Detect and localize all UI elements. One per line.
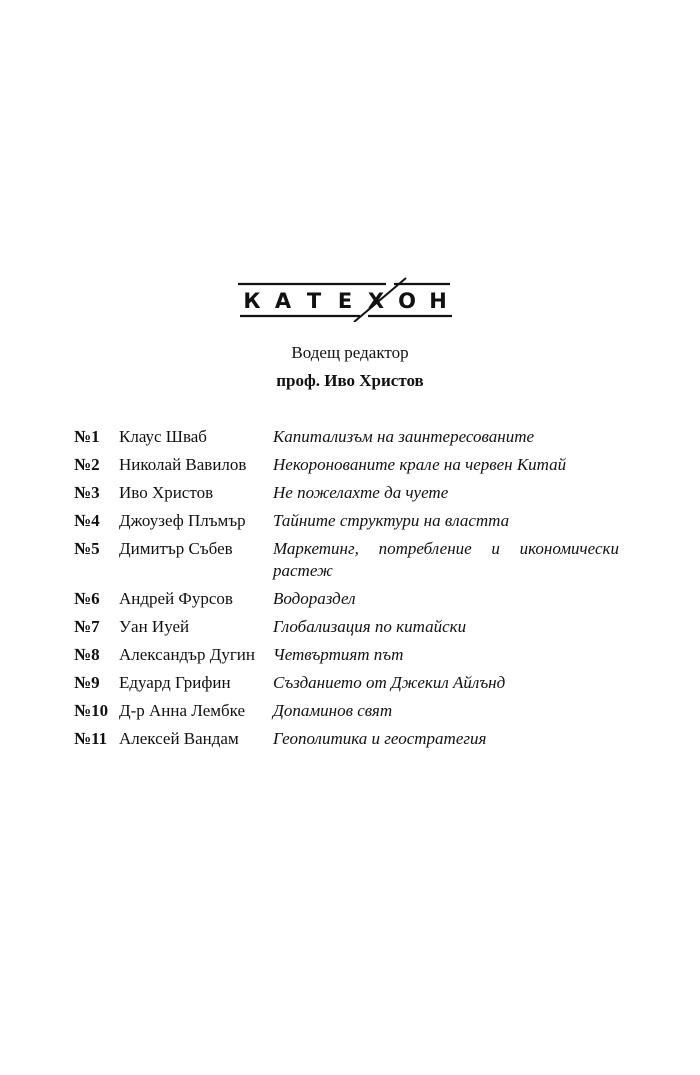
series-title: Четвъртият път — [273, 645, 404, 664]
series-author: Николай Вавилов — [119, 455, 247, 474]
series-author: Едуард Грифин — [119, 673, 231, 692]
series-list — [74, 426, 619, 756]
series-author: Джоузеф Плъмър — [119, 511, 246, 530]
series-author: Иво Христов — [119, 483, 214, 502]
series-row — [74, 482, 619, 504]
logo-letter: Т — [306, 289, 322, 313]
series-author: Александър Дугин — [119, 645, 255, 664]
series-number: №8 — [74, 645, 100, 664]
series-title: Тайните структури на властта — [273, 511, 510, 530]
editor-role: Водещ редактор — [291, 343, 409, 362]
katehon-logo-mark — [236, 276, 454, 322]
series-title: Капитализъм на заинтересованите — [273, 427, 535, 446]
series-title: Водораздел — [273, 589, 356, 608]
series-row — [74, 700, 619, 722]
series-author: Д-р Анна Лембке — [119, 701, 246, 720]
logo-letter: Н — [429, 289, 447, 313]
series-title: Геополитика и геостратегия — [273, 729, 487, 748]
series-row — [74, 672, 619, 694]
series-row — [74, 454, 619, 476]
series-title: Некоронованите крале на червен Китай — [273, 455, 567, 474]
logo-letter: Х — [367, 289, 385, 313]
editor-name: проф. Иво Христов — [276, 371, 424, 390]
series-title: Създанието от Джекил Айлънд — [273, 673, 506, 692]
series-number: №10 — [74, 701, 109, 720]
katehon-logo — [236, 276, 454, 322]
series-author: Клаус Шваб — [119, 427, 207, 446]
series-author: Андрей Фурсов — [119, 589, 233, 608]
logo-letter: О — [398, 289, 416, 313]
series-number: №3 — [74, 483, 100, 502]
series-number: №9 — [74, 673, 100, 692]
series-row — [74, 426, 619, 448]
series-number: №4 — [74, 511, 100, 530]
series-row — [74, 644, 619, 666]
series-number: №6 — [74, 589, 100, 608]
logo-letter: К — [243, 289, 261, 313]
logo-letter: Е — [337, 289, 353, 313]
series-row — [74, 616, 619, 638]
series-author: Алексей Вандам — [119, 729, 239, 748]
series-row — [74, 588, 619, 610]
series-author: Уан Иуей — [119, 617, 190, 636]
series-row — [74, 538, 619, 582]
series-title: Не пожелахте да чуете — [273, 483, 449, 502]
series-number: №1 — [74, 427, 100, 446]
series-row — [74, 728, 619, 750]
series-author: Димитър Събев — [119, 539, 233, 558]
logo-letter: А — [274, 289, 292, 313]
series-number: №7 — [74, 617, 100, 636]
series-title: Глобализация по китайски — [273, 617, 467, 636]
logo-letters — [243, 289, 446, 313]
series-title: Маркетинг, потребление и икономически растеж — [273, 539, 619, 580]
series-number: №11 — [74, 729, 108, 748]
series-number: №2 — [74, 455, 100, 474]
series-title: Допаминов свят — [273, 701, 393, 720]
series-number: №5 — [74, 539, 100, 558]
series-row — [74, 510, 619, 532]
